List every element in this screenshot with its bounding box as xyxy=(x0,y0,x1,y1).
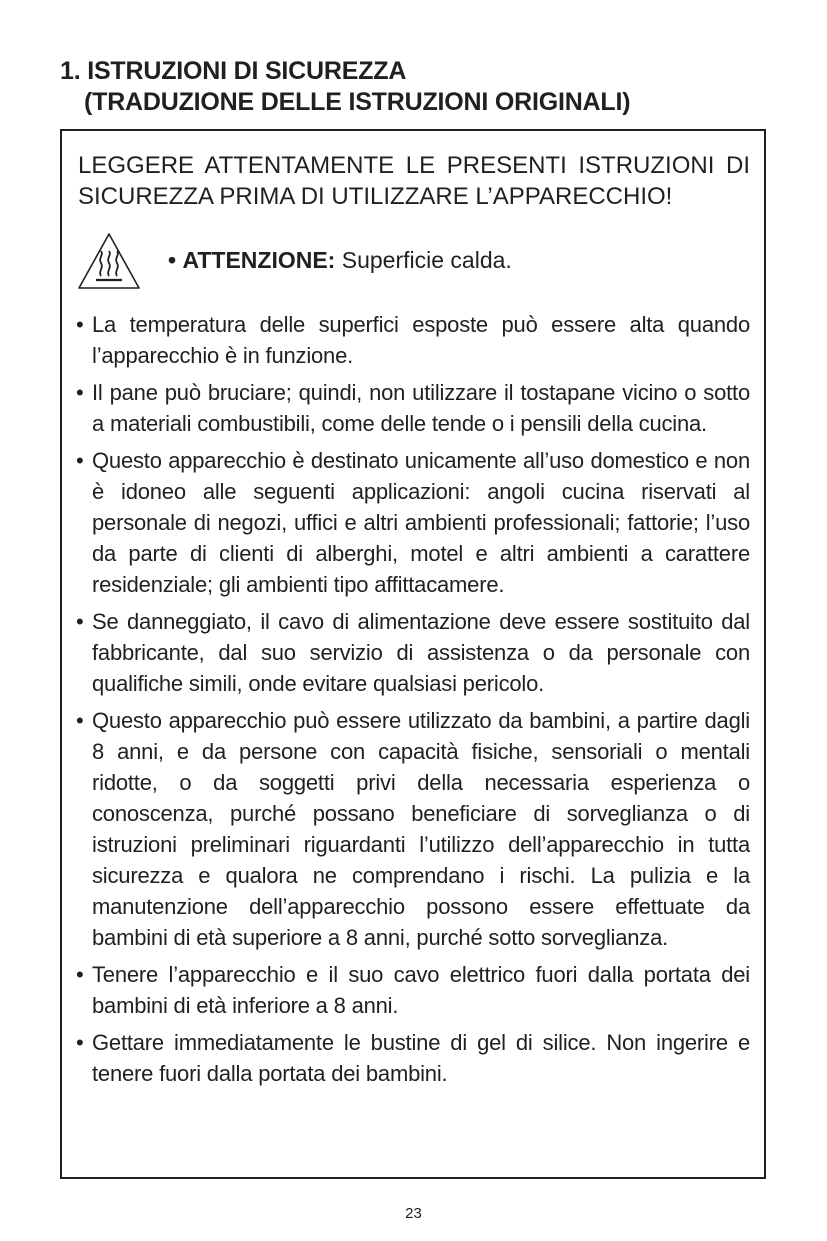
hot-surface-warning-icon xyxy=(76,231,142,291)
list-item: • Gettare immediatamente le bustine di gel di silice. Non ingerire e tenere fuori dalla portata dei bambini. xyxy=(76,1027,750,1089)
list-item: • Il pane può bruciare; quindi, non utilizzare il tostapane vicino o sotto a materiali combustibili, come delle tende o i pensili della cucina. xyxy=(76,377,750,439)
page-number: 23 xyxy=(405,1205,422,1222)
list-item: • Tenere l’apparecchio e il suo cavo elettrico fuori dalla portata dei bambini di età inferiore a 8 anni. xyxy=(76,959,750,1021)
hot-surface-warning xyxy=(76,231,748,291)
list-item: • Questo apparecchio è destinato unicamente all’uso domestico e non è idoneo alle seguenti applicazioni: angoli cucina riservati al personale di negozi, uffici e altri ambienti professionali; fattorie; l’uso da parte di clienti di alberghi, motel e altri ambienti a carattere residenziale; gli ambienti tipo affittacamere. xyxy=(76,445,750,600)
list-item: • Questo apparecchio può essere utilizzato da bambini, a partire dagli 8 anni, e da persone con capacità fisiche, sensoriali o mentali ridotte, o da soggetti privi della necessaria esperienza o conoscenza, purché possano beneficiare di sorveglianza o di istruzioni preliminari riguardanti l’utilizzo dell’apparecchio in tutta sicurezza e qualora ne comprendano i rischi. La pulizia e la manutenzione dell’apparecchio possono essere effettuate da bambini di età superiore a 8 anni, purché sotto sorveglianza. xyxy=(76,705,750,953)
warning-description: Superficie calda. xyxy=(341,247,512,273)
list-item: • Se danneggiato, il cavo di alimentazione deve essere sostituito dal fabbricante, dal suo servizio di assistenza o da personale con qualifiche simili, onde evitare qualsiasi pericolo. xyxy=(76,606,750,699)
warning-label: ATTENZIONE: xyxy=(182,247,336,273)
section-title-line-2: (TRADUZIONE DELLE ISTRUZIONI ORIGINALI) xyxy=(84,88,631,116)
section-title xyxy=(60,56,780,118)
warning-bullet: • xyxy=(168,247,177,273)
safety-instructions-list xyxy=(76,309,750,1095)
intro-warning-text: LEGGERE ATTENTAMENTE LE PRESENTI ISTRUZIONI DI SICUREZZA PRIMA DI UTILIZZARE L’APPARECCHIO! xyxy=(78,152,750,210)
list-item: • La temperatura delle superfici esposte può essere alta quando l’apparecchio è in funzione. xyxy=(76,309,750,371)
warning-text xyxy=(168,245,512,275)
safety-box xyxy=(60,129,766,1179)
section-title-line-1: 1. ISTRUZIONI DI SICUREZZA xyxy=(60,57,407,85)
